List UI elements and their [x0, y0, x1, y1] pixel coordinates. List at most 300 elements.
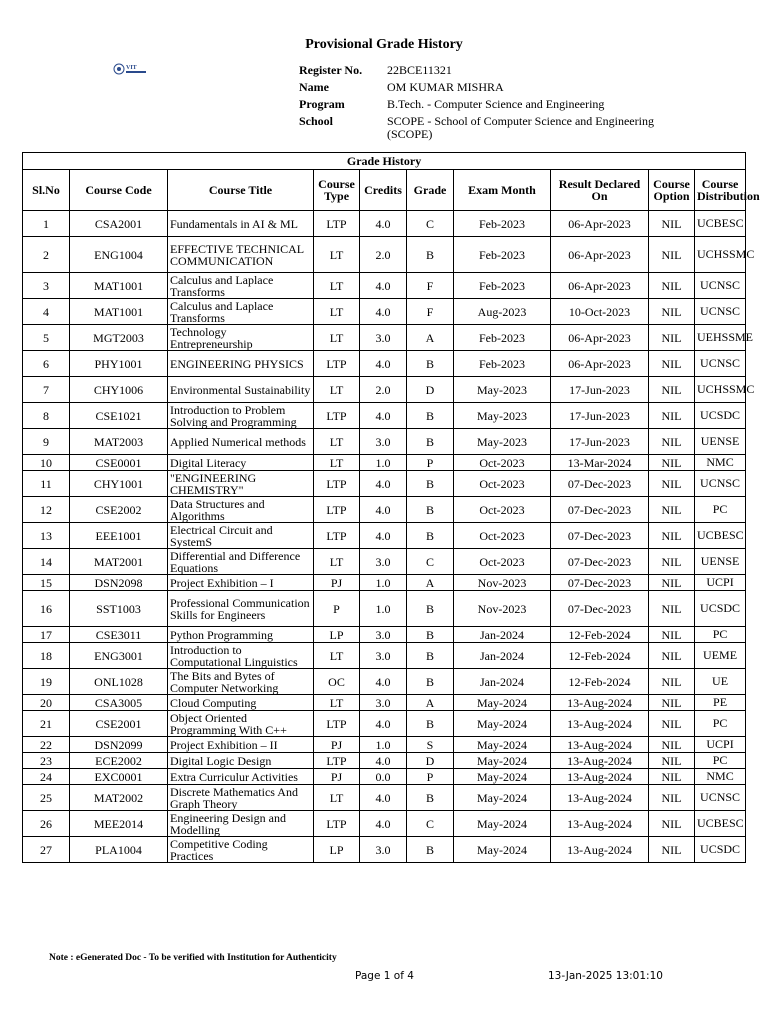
- cell-credits: 4.0: [360, 669, 407, 695]
- cell-course-type: LTP: [314, 471, 360, 497]
- cell-course-type: LT: [314, 325, 360, 351]
- cell-course-title: "ENGINEERING CHEMISTRY": [168, 471, 314, 497]
- cell-course-title: Digital Literacy: [168, 455, 314, 471]
- cell-result-declared: 07-Dec-2023: [551, 523, 649, 549]
- school-label: School: [299, 114, 334, 128]
- cell-grade: P: [407, 769, 454, 785]
- cell-credits: 1.0: [360, 455, 407, 471]
- cell-result-declared: 13-Aug-2024: [551, 769, 649, 785]
- cell-course-distribution: UCSDC: [695, 591, 746, 627]
- cell-course-distribution: UCBESC: [695, 811, 746, 837]
- cell-grade: B: [407, 497, 454, 523]
- cell-result-declared: 07-Dec-2023: [551, 549, 649, 575]
- cell-exam-month: May-2024: [454, 737, 551, 753]
- cell-course-option: NIL: [649, 591, 695, 627]
- table-row: [23, 273, 746, 299]
- cell-course-option: NIL: [649, 785, 695, 811]
- cell-grade: A: [407, 695, 454, 711]
- register-no-label: Register No.: [299, 63, 363, 77]
- table-row: [23, 351, 746, 377]
- cell-course-option: NIL: [649, 753, 695, 769]
- cell-slno: 20: [23, 695, 70, 711]
- cell-slno: 3: [23, 273, 70, 299]
- cell-result-declared: 06-Apr-2023: [551, 211, 649, 237]
- cell-course-distribution: UCBESC: [695, 523, 746, 549]
- register-no-value: 22BCE11321: [387, 63, 452, 77]
- program-value: B.Tech. - Computer Science and Engineering: [387, 97, 605, 111]
- cell-course-code: CSA3005: [70, 695, 168, 711]
- cell-course-title: Professional Communication Skills for Engineers: [168, 591, 314, 627]
- cell-course-title: Introduction to Computational Linguistics: [168, 643, 314, 669]
- school-value: SCOPE - School of Computer Science and Engineering (SCOPE): [387, 114, 654, 141]
- cell-slno: 21: [23, 711, 70, 737]
- table-row: [23, 471, 746, 497]
- cell-course-code: CHY1006: [70, 377, 168, 403]
- cell-slno: 19: [23, 669, 70, 695]
- cell-course-type: LTP: [314, 753, 360, 769]
- cell-credits: 3.0: [360, 549, 407, 575]
- cell-course-type: LT: [314, 695, 360, 711]
- cell-grade: B: [407, 643, 454, 669]
- cell-result-declared: 13-Aug-2024: [551, 837, 649, 863]
- cell-credits: 4.0: [360, 785, 407, 811]
- table-row: [23, 737, 746, 753]
- cell-course-title: Electrical Circuit and SystemS: [168, 523, 314, 549]
- cell-grade: D: [407, 753, 454, 769]
- cell-course-type: LT: [314, 785, 360, 811]
- cell-grade: B: [407, 837, 454, 863]
- cell-course-option: NIL: [649, 471, 695, 497]
- cell-credits: 4.0: [360, 211, 407, 237]
- cell-course-title: Cloud Computing: [168, 695, 314, 711]
- cell-course-title: Fundamentals in AI & ML: [168, 211, 314, 237]
- cell-result-declared: 10-Oct-2023: [551, 299, 649, 325]
- table-row: [23, 785, 746, 811]
- cell-course-code: MGT2003: [70, 325, 168, 351]
- cell-result-declared: 12-Feb-2024: [551, 627, 649, 643]
- cell-result-declared: 07-Dec-2023: [551, 497, 649, 523]
- grade-history-table: [22, 152, 760, 863]
- cell-exam-month: May-2024: [454, 753, 551, 769]
- cell-credits: 4.0: [360, 753, 407, 769]
- cell-grade: B: [407, 785, 454, 811]
- col-header-result-declared: Result Declared On: [551, 170, 649, 211]
- cell-credits: 4.0: [360, 471, 407, 497]
- cell-course-title: Extra Curriculur Activities: [168, 769, 314, 785]
- cell-course-option: NIL: [649, 299, 695, 325]
- cell-course-code: CHY1001: [70, 471, 168, 497]
- cell-course-code: MAT2003: [70, 429, 168, 455]
- cell-course-type: LT: [314, 273, 360, 299]
- cell-grade: C: [407, 549, 454, 575]
- cell-course-option: NIL: [649, 769, 695, 785]
- cell-slno: 1: [23, 211, 70, 237]
- table-row: [23, 837, 746, 863]
- cell-credits: 1.0: [360, 575, 407, 591]
- cell-exam-month: Feb-2023: [454, 273, 551, 299]
- table-row: [23, 211, 746, 237]
- cell-course-distribution: PC: [695, 627, 746, 643]
- cell-course-distribution: UEME: [695, 643, 746, 669]
- cell-course-type: LTP: [314, 211, 360, 237]
- cell-course-type: LT: [314, 429, 360, 455]
- cell-course-code: ONL1028: [70, 669, 168, 695]
- cell-grade: A: [407, 325, 454, 351]
- cell-credits: 2.0: [360, 237, 407, 273]
- table-row: [23, 325, 746, 351]
- cell-course-type: LT: [314, 299, 360, 325]
- cell-course-option: NIL: [649, 643, 695, 669]
- cell-course-option: NIL: [649, 429, 695, 455]
- cell-exam-month: Feb-2023: [454, 211, 551, 237]
- cell-exam-month: May-2023: [454, 403, 551, 429]
- col-header-course-title: Course Title: [168, 170, 314, 211]
- cell-grade: B: [407, 711, 454, 737]
- cell-course-code: ECE2002: [70, 753, 168, 769]
- cell-grade: P: [407, 455, 454, 471]
- cell-credits: 3.0: [360, 643, 407, 669]
- cell-credits: 4.0: [360, 351, 407, 377]
- table-row: [23, 695, 746, 711]
- cell-course-type: LTP: [314, 711, 360, 737]
- cell-course-title: Calculus and Laplace Transforms: [168, 299, 314, 325]
- table-row: [23, 497, 746, 523]
- cell-course-title: Environmental Sustainability: [168, 377, 314, 403]
- cell-credits: 2.0: [360, 377, 407, 403]
- cell-result-declared: 17-Jun-2023: [551, 429, 649, 455]
- cell-result-declared: 17-Jun-2023: [551, 377, 649, 403]
- cell-grade: B: [407, 403, 454, 429]
- table-row: [23, 237, 746, 273]
- cell-exam-month: Nov-2023: [454, 575, 551, 591]
- cell-course-option: NIL: [649, 811, 695, 837]
- cell-course-option: NIL: [649, 523, 695, 549]
- cell-course-title: Engineering Design and Modelling: [168, 811, 314, 837]
- cell-slno: 10: [23, 455, 70, 471]
- cell-course-type: LT: [314, 237, 360, 273]
- cell-credits: 4.0: [360, 403, 407, 429]
- program-label: Program: [299, 97, 345, 111]
- cell-slno: 5: [23, 325, 70, 351]
- cell-result-declared: 06-Apr-2023: [551, 237, 649, 273]
- cell-course-distribution: PC: [695, 497, 746, 523]
- cell-result-declared: 13-Aug-2024: [551, 753, 649, 769]
- cell-result-declared: 13-Aug-2024: [551, 785, 649, 811]
- col-header-course-option: Course Option: [649, 170, 695, 211]
- cell-result-declared: 07-Dec-2023: [551, 591, 649, 627]
- name-value: OM KUMAR MISHRA: [387, 80, 504, 94]
- cell-course-type: LT: [314, 377, 360, 403]
- cell-grade: F: [407, 273, 454, 299]
- cell-course-type: LTP: [314, 811, 360, 837]
- cell-course-distribution: UCHSSMC: [695, 377, 746, 403]
- cell-course-option: NIL: [649, 575, 695, 591]
- table-row: [23, 811, 746, 837]
- cell-exam-month: May-2024: [454, 785, 551, 811]
- table-row: [23, 711, 746, 737]
- cell-course-distribution: UENSE: [695, 429, 746, 455]
- cell-slno: 6: [23, 351, 70, 377]
- cell-slno: 22: [23, 737, 70, 753]
- cell-exam-month: Jan-2024: [454, 643, 551, 669]
- cell-course-distribution: UCNSC: [695, 273, 746, 299]
- cell-course-option: NIL: [649, 711, 695, 737]
- cell-result-declared: 06-Apr-2023: [551, 351, 649, 377]
- cell-exam-month: May-2023: [454, 429, 551, 455]
- cell-credits: 3.0: [360, 429, 407, 455]
- cell-course-title: Project Exhibition – II: [168, 737, 314, 753]
- cell-slno: 25: [23, 785, 70, 811]
- cell-course-distribution: PC: [695, 711, 746, 737]
- cell-credits: 1.0: [360, 737, 407, 753]
- cell-course-type: LTP: [314, 351, 360, 377]
- cell-grade: B: [407, 237, 454, 273]
- cell-course-option: NIL: [649, 497, 695, 523]
- table-row: [23, 523, 746, 549]
- cell-grade: B: [407, 591, 454, 627]
- table-row: [23, 403, 746, 429]
- cell-grade: B: [407, 627, 454, 643]
- cell-course-distribution: UCHSSMC: [695, 237, 746, 273]
- cell-course-type: OC: [314, 669, 360, 695]
- cell-exam-month: May-2024: [454, 811, 551, 837]
- student-info: [299, 64, 687, 141]
- generated-timestamp: 13-Jan-2025 13:01:10: [548, 970, 663, 982]
- cell-credits: 0.0: [360, 769, 407, 785]
- cell-course-option: NIL: [649, 403, 695, 429]
- cell-course-type: PJ: [314, 575, 360, 591]
- cell-course-code: ENG1004: [70, 237, 168, 273]
- cell-credits: 1.0: [360, 591, 407, 627]
- cell-course-distribution: UCNSC: [695, 785, 746, 811]
- cell-course-code: PHY1001: [70, 351, 168, 377]
- cell-exam-month: Oct-2023: [454, 455, 551, 471]
- cell-course-title: Differential and Difference Equations: [168, 549, 314, 575]
- cell-exam-month: Jan-2024: [454, 627, 551, 643]
- cell-slno: 7: [23, 377, 70, 403]
- cell-course-distribution: NMC: [695, 455, 746, 471]
- cell-course-distribution: UCNSC: [695, 299, 746, 325]
- cell-exam-month: May-2023: [454, 377, 551, 403]
- cell-credits: 4.0: [360, 497, 407, 523]
- cell-course-distribution: PC: [695, 753, 746, 769]
- cell-result-declared: 13-Aug-2024: [551, 695, 649, 711]
- cell-course-distribution: UE: [695, 669, 746, 695]
- cell-course-title: Data Structures and Algorithms: [168, 497, 314, 523]
- cell-credits: 3.0: [360, 325, 407, 351]
- cell-slno: 4: [23, 299, 70, 325]
- cell-course-type: PJ: [314, 769, 360, 785]
- cell-course-option: NIL: [649, 351, 695, 377]
- cell-course-title: The Bits and Bytes of Computer Networking: [168, 669, 314, 695]
- cell-course-option: NIL: [649, 837, 695, 863]
- cell-course-code: CSE1021: [70, 403, 168, 429]
- cell-course-code: CSE2001: [70, 711, 168, 737]
- cell-exam-month: May-2024: [454, 837, 551, 863]
- cell-course-code: MAT2002: [70, 785, 168, 811]
- cell-course-distribution: UCSDC: [695, 403, 746, 429]
- cell-credits: 4.0: [360, 273, 407, 299]
- cell-course-option: NIL: [649, 669, 695, 695]
- cell-course-type: P: [314, 591, 360, 627]
- cell-exam-month: Oct-2023: [454, 549, 551, 575]
- cell-course-title: Calculus and Laplace Transforms: [168, 273, 314, 299]
- cell-course-title: Python Programming: [168, 627, 314, 643]
- col-header-grade: Grade: [407, 170, 454, 211]
- authenticity-note: Note : eGenerated Doc - To be verified with Institution for Authenticity: [49, 953, 337, 963]
- page-title: Provisional Grade History: [305, 37, 463, 52]
- table-row: [23, 669, 746, 695]
- table-row: [23, 753, 746, 769]
- cell-course-title: Digital Logic Design: [168, 753, 314, 769]
- cell-result-declared: 13-Aug-2024: [551, 811, 649, 837]
- col-header-exam-month: Exam Month: [454, 170, 551, 211]
- cell-slno: 16: [23, 591, 70, 627]
- cell-course-code: CSE3011: [70, 627, 168, 643]
- table-row: [23, 575, 746, 591]
- table-row: [23, 591, 746, 627]
- cell-exam-month: May-2024: [454, 695, 551, 711]
- cell-course-type: LTP: [314, 497, 360, 523]
- cell-exam-month: Aug-2023: [454, 299, 551, 325]
- cell-slno: 8: [23, 403, 70, 429]
- cell-course-code: MAT2001: [70, 549, 168, 575]
- cell-exam-month: May-2024: [454, 769, 551, 785]
- cell-exam-month: Oct-2023: [454, 523, 551, 549]
- table-row: [23, 377, 746, 403]
- cell-course-title: Competitive Coding Practices: [168, 837, 314, 863]
- cell-exam-month: Oct-2023: [454, 471, 551, 497]
- cell-exam-month: May-2024: [454, 711, 551, 737]
- cell-grade: C: [407, 211, 454, 237]
- cell-course-option: NIL: [649, 325, 695, 351]
- table-caption: Grade History: [23, 153, 746, 170]
- cell-slno: 23: [23, 753, 70, 769]
- cell-slno: 27: [23, 837, 70, 863]
- cell-course-type: LP: [314, 627, 360, 643]
- cell-grade: C: [407, 811, 454, 837]
- cell-course-distribution: UCPI: [695, 737, 746, 753]
- cell-result-declared: 13-Aug-2024: [551, 737, 649, 753]
- grade-rows: [23, 211, 755, 863]
- cell-course-title: EFFECTIVE TECHNICAL COMMUNICATION: [168, 237, 314, 273]
- cell-course-title: Discrete Mathematics And Graph Theory: [168, 785, 314, 811]
- cell-grade: F: [407, 299, 454, 325]
- cell-result-declared: 06-Apr-2023: [551, 325, 649, 351]
- cell-course-distribution: UENSE: [695, 549, 746, 575]
- cell-course-title: ENGINEERING PHYSICS: [168, 351, 314, 377]
- cell-course-distribution: UEHSSME: [695, 325, 746, 351]
- cell-course-title: Introduction to Problem Solving and Programming: [168, 403, 314, 429]
- col-header-slno: Sl.No: [23, 170, 70, 211]
- cell-grade: B: [407, 523, 454, 549]
- cell-course-code: ENG3001: [70, 643, 168, 669]
- table-row: [23, 455, 746, 471]
- cell-course-title: Applied Numerical methods: [168, 429, 314, 455]
- cell-course-code: CSE0001: [70, 455, 168, 471]
- cell-course-code: EXC0001: [70, 769, 168, 785]
- cell-course-code: CSA2001: [70, 211, 168, 237]
- table-row: [23, 627, 746, 643]
- cell-slno: 18: [23, 643, 70, 669]
- cell-course-code: MAT1001: [70, 299, 168, 325]
- cell-course-option: NIL: [649, 737, 695, 753]
- cell-credits: 4.0: [360, 523, 407, 549]
- cell-grade: B: [407, 351, 454, 377]
- col-header-course-type: Course Type: [314, 170, 360, 211]
- cell-result-declared: 07-Dec-2023: [551, 471, 649, 497]
- cell-result-declared: 06-Apr-2023: [551, 273, 649, 299]
- cell-course-option: NIL: [649, 627, 695, 643]
- cell-exam-month: Nov-2023: [454, 591, 551, 627]
- cell-slno: 2: [23, 237, 70, 273]
- cell-credits: 4.0: [360, 299, 407, 325]
- cell-exam-month: Oct-2023: [454, 497, 551, 523]
- col-header-credits: Credits: [360, 170, 407, 211]
- cell-course-type: LTP: [314, 403, 360, 429]
- cell-credits: 4.0: [360, 711, 407, 737]
- cell-grade: B: [407, 669, 454, 695]
- cell-slno: 13: [23, 523, 70, 549]
- institution-logo: [113, 62, 149, 76]
- table-row: [23, 549, 746, 575]
- cell-slno: 11: [23, 471, 70, 497]
- cell-course-option: NIL: [649, 377, 695, 403]
- cell-course-code: CSE2002: [70, 497, 168, 523]
- cell-grade: B: [407, 471, 454, 497]
- cell-result-declared: 13-Mar-2024: [551, 455, 649, 471]
- cell-course-code: DSN2098: [70, 575, 168, 591]
- cell-slno: 17: [23, 627, 70, 643]
- cell-grade: B: [407, 429, 454, 455]
- cell-course-type: LT: [314, 643, 360, 669]
- table-row: [23, 429, 746, 455]
- cell-exam-month: Feb-2023: [454, 237, 551, 273]
- cell-result-declared: 12-Feb-2024: [551, 669, 649, 695]
- cell-course-type: LT: [314, 455, 360, 471]
- cell-exam-month: Feb-2023: [454, 351, 551, 377]
- cell-course-option: NIL: [649, 211, 695, 237]
- cell-result-declared: 17-Jun-2023: [551, 403, 649, 429]
- cell-course-type: LT: [314, 549, 360, 575]
- cell-credits: 3.0: [360, 695, 407, 711]
- cell-course-code: EEE1001: [70, 523, 168, 549]
- cell-slno: 12: [23, 497, 70, 523]
- cell-exam-month: Feb-2023: [454, 325, 551, 351]
- page-number: Page 1 of 4: [355, 970, 414, 982]
- cell-course-code: DSN2099: [70, 737, 168, 753]
- cell-grade: D: [407, 377, 454, 403]
- table-row: [23, 643, 746, 669]
- cell-grade: S: [407, 737, 454, 753]
- cell-course-title: Object Oriented Programming With C++: [168, 711, 314, 737]
- col-header-course-code: Course Code: [70, 170, 168, 211]
- cell-course-option: NIL: [649, 273, 695, 299]
- cell-course-type: PJ: [314, 737, 360, 753]
- cell-course-distribution: PE: [695, 695, 746, 711]
- cell-course-code: SST1003: [70, 591, 168, 627]
- cell-course-title: Project Exhibition – I: [168, 575, 314, 591]
- cell-grade: A: [407, 575, 454, 591]
- cell-slno: 24: [23, 769, 70, 785]
- cell-course-option: NIL: [649, 549, 695, 575]
- cell-course-code: PLA1004: [70, 837, 168, 863]
- cell-credits: 3.0: [360, 627, 407, 643]
- cell-course-option: NIL: [649, 695, 695, 711]
- cell-course-code: MAT1001: [70, 273, 168, 299]
- cell-course-distribution: UCNSC: [695, 471, 746, 497]
- cell-credits: 4.0: [360, 811, 407, 837]
